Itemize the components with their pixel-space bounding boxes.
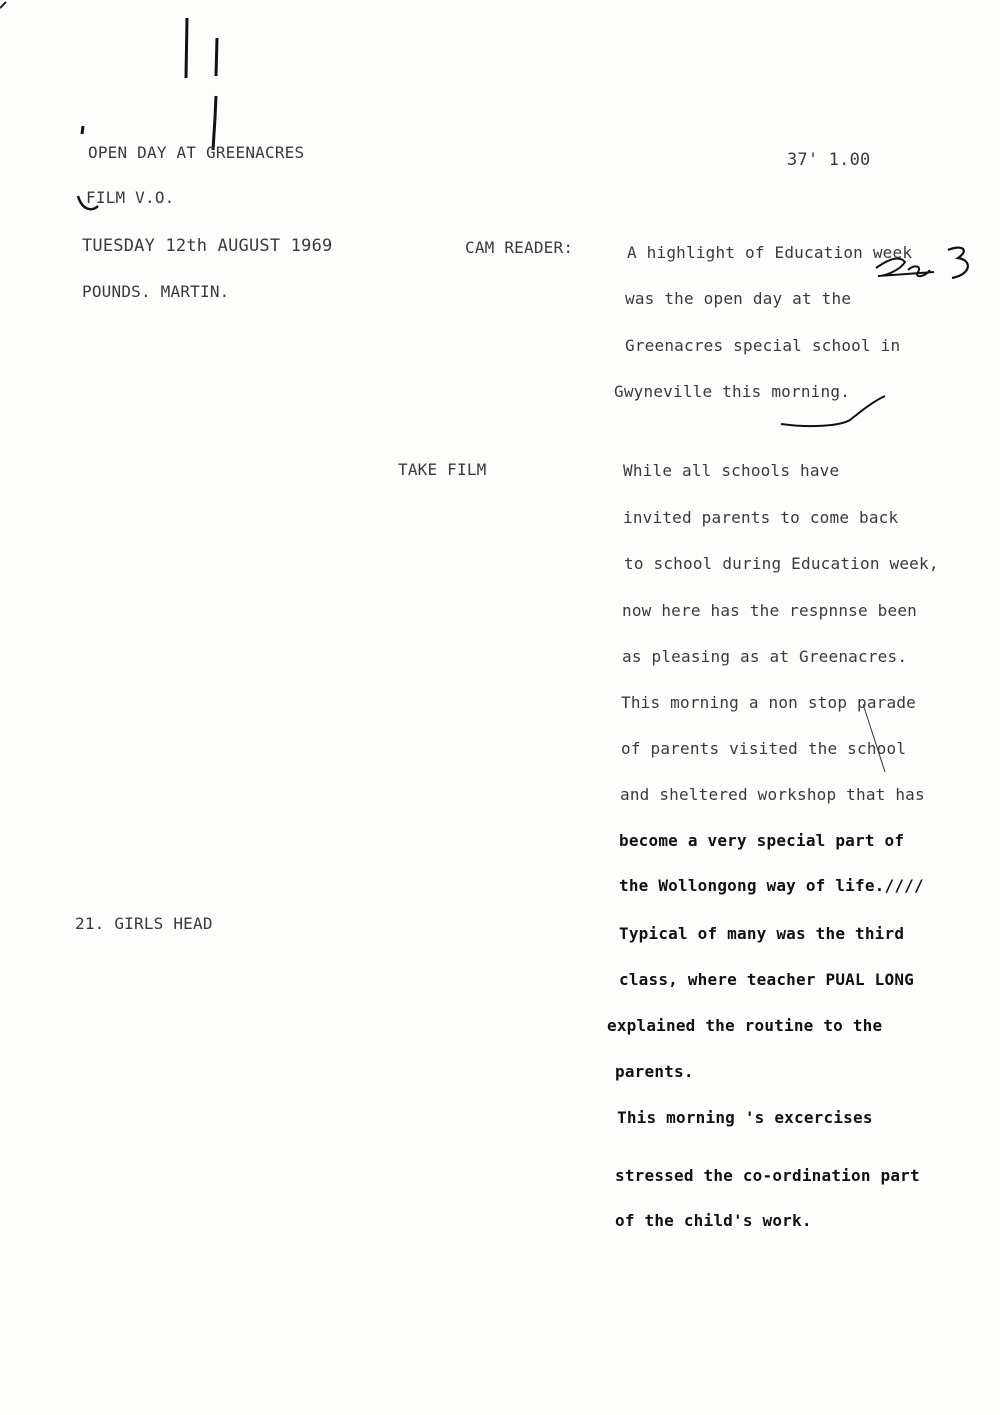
script-line: of the child's work.	[615, 1211, 812, 1230]
script-line: While all schools have	[623, 461, 840, 480]
reader-cue: CAM READER:	[465, 238, 574, 257]
script-line: become a very special part of	[619, 831, 905, 850]
script-line: of parents visited the school	[621, 739, 907, 758]
broadcast-date: TUESDAY 12th AUGUST 1969	[82, 236, 333, 256]
script-line: class, where teacher PUAL LONG	[619, 970, 914, 989]
script-line: as pleasing as at Greenacres.	[622, 647, 908, 666]
timing: 37' 1.00	[787, 150, 871, 170]
script-line: Gwyneville this morning.	[614, 382, 850, 401]
film-cue: TAKE FILM	[398, 460, 487, 479]
script-line: stressed the co-ordination part	[615, 1166, 920, 1185]
script-line: was the open day at the	[625, 289, 852, 308]
script-line: This morning a non stop parade	[621, 693, 916, 712]
script-line: invited parents to come back	[623, 508, 899, 527]
story-title: OPEN DAY AT GREENACRES	[88, 143, 305, 162]
script-line: now here has the respnnse been	[622, 601, 917, 620]
script-line: This morning 's excercises	[617, 1108, 873, 1127]
shot-cue: 21. GIRLS HEAD	[75, 914, 213, 933]
script-line: and sheltered workshop that has	[620, 785, 925, 804]
script-line: Greenacres special school in	[625, 336, 901, 355]
script-line: explained the routine to the	[607, 1016, 883, 1035]
script-line: parents.	[615, 1062, 694, 1081]
script-line: Typical of many was the third	[619, 924, 905, 943]
script-line: A highlight of Education week	[627, 243, 913, 262]
reporter-names: POUNDS. MARTIN.	[82, 282, 230, 301]
story-type: FILM V.O.	[86, 188, 175, 207]
script-line: the Wollongong way of life.////	[619, 876, 924, 895]
script-line: to school during Education week,	[624, 554, 939, 573]
